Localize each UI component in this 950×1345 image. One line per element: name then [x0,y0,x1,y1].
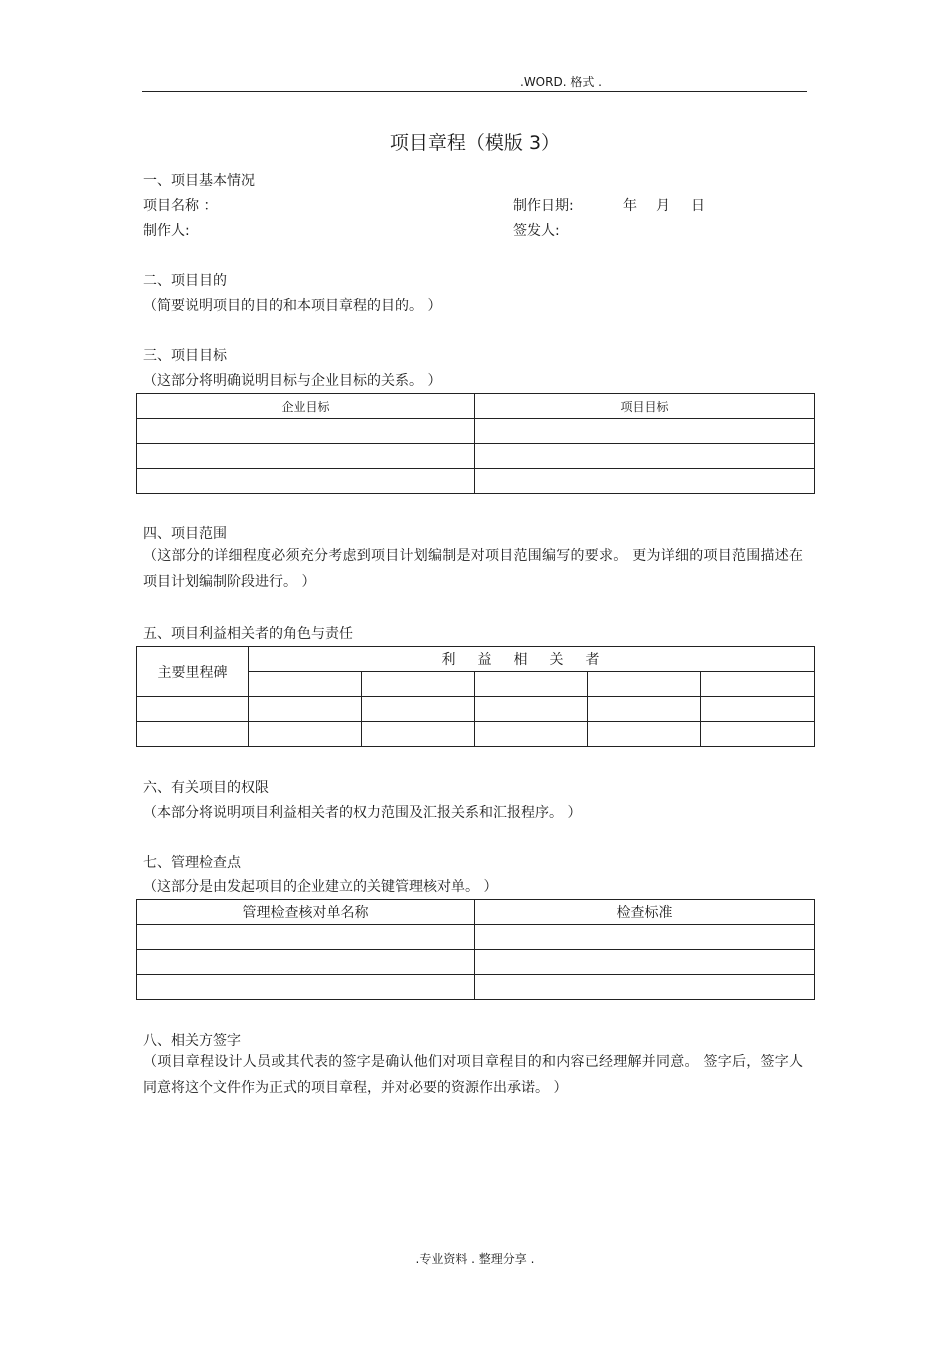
page-header: .WORD. 格式 . [520,75,602,89]
table-cell[interactable] [588,672,701,697]
table-row [137,925,815,950]
header-rule [142,91,807,92]
table-cell[interactable] [588,722,701,747]
table-cell[interactable] [137,697,249,722]
section-1-heading: 一、项目基本情况 [143,173,255,189]
table-cell[interactable] [137,469,475,494]
document-title: 项目章程（模版 3） [389,132,561,154]
table-cell[interactable] [137,444,475,469]
table-cell[interactable] [475,672,588,697]
table-row [137,419,815,444]
table-cell[interactable] [137,722,249,747]
table-row [137,444,815,469]
column-header: 项目目标 [475,394,815,419]
section-2-heading: 二、项目目的 [143,273,227,289]
table-cell[interactable] [475,697,588,722]
checkpoints-table [136,899,815,1000]
column-header: 企业目标 [137,394,475,419]
section-6-heading: 六、有关项目的权限 [143,780,269,796]
table-header-row [137,647,815,672]
date-year: 年 [623,198,637,214]
page-footer: .专业资料 . 整理分享 . [415,1252,535,1266]
stakeholders-header-cell [249,647,815,672]
section-3-desc: （这部分将明确说明目标与企业目标的关系。 ） [143,373,442,389]
table-cell[interactable] [701,722,815,747]
section-8-heading: 八、相关方签字 [143,1033,241,1049]
table-cell[interactable] [475,925,815,950]
table-cell[interactable] [701,697,815,722]
table-cell[interactable] [362,722,475,747]
table-row [137,697,815,722]
date-month: 月 [656,198,670,214]
project-name-label: 项目名称 ： [143,198,218,214]
table-row [137,469,815,494]
section-7-heading: 七、管理检查点 [143,855,241,871]
section-2-desc: （简要说明项目的目的和本项目章程的目的。 ） [143,298,442,314]
column-header: 检查标准 [475,900,815,925]
stakeholders-table [136,646,815,747]
table-cell[interactable] [362,672,475,697]
table-row [137,722,815,747]
milestone-header: 主要里程碑 [137,647,249,697]
table-cell[interactable] [137,975,475,1000]
issuer-label: 签发人: [513,223,560,239]
table-cell[interactable] [137,419,475,444]
column-header: 管理检查核对单名称 [137,900,475,925]
table-cell[interactable] [475,975,815,1000]
table-cell[interactable] [475,722,588,747]
table-cell[interactable] [249,672,362,697]
section-4-desc: （这部分的详细程度必须充分考虑到项目计划编制是对项目范围编写的要求。 更为详细的项目范围描述在项目计划编制阶段进行。 ） [143,548,803,590]
section-4-heading: 四、项目范围 [143,526,227,542]
section-6-desc: （本部分将说明项目利益相关者的权力范围及汇报关系和汇报程序。 ） [143,805,582,821]
section-7-desc: （这部分是由发起项目的企业建立的关键管理核对单。 ） [143,879,498,895]
table-cell[interactable] [137,925,475,950]
table-cell[interactable] [249,697,362,722]
table-row [137,950,815,975]
section-5-heading: 五、项目利益相关者的角色与责任 [143,626,353,642]
stakeholders-header: 利益相关者 [441,652,622,668]
table-cell[interactable] [137,950,475,975]
table-cell[interactable] [701,672,815,697]
objectives-table [136,393,815,494]
table-cell[interactable] [475,419,815,444]
table-cell[interactable] [475,950,815,975]
date-label: 制作日期: [513,198,574,214]
table-cell[interactable] [475,469,815,494]
maker-label: 制作人: [143,223,190,239]
table-cell[interactable] [249,722,362,747]
table-cell[interactable] [362,697,475,722]
section-3-heading: 三、项目目标 [143,348,227,364]
table-cell[interactable] [475,444,815,469]
table-header-row [137,900,815,925]
table-cell[interactable] [588,697,701,722]
section-8-desc: （项目章程设计人员或其代表的签字是确认他们对项目章程目的和内容已经理解并同意。 签字后，签字人同意将这个文件作为正式的项目章程，并对必要的资源作出承诺。 ） [143,1054,803,1096]
table-header-row [137,394,815,419]
date-day: 日 [691,198,705,214]
table-row [137,975,815,1000]
